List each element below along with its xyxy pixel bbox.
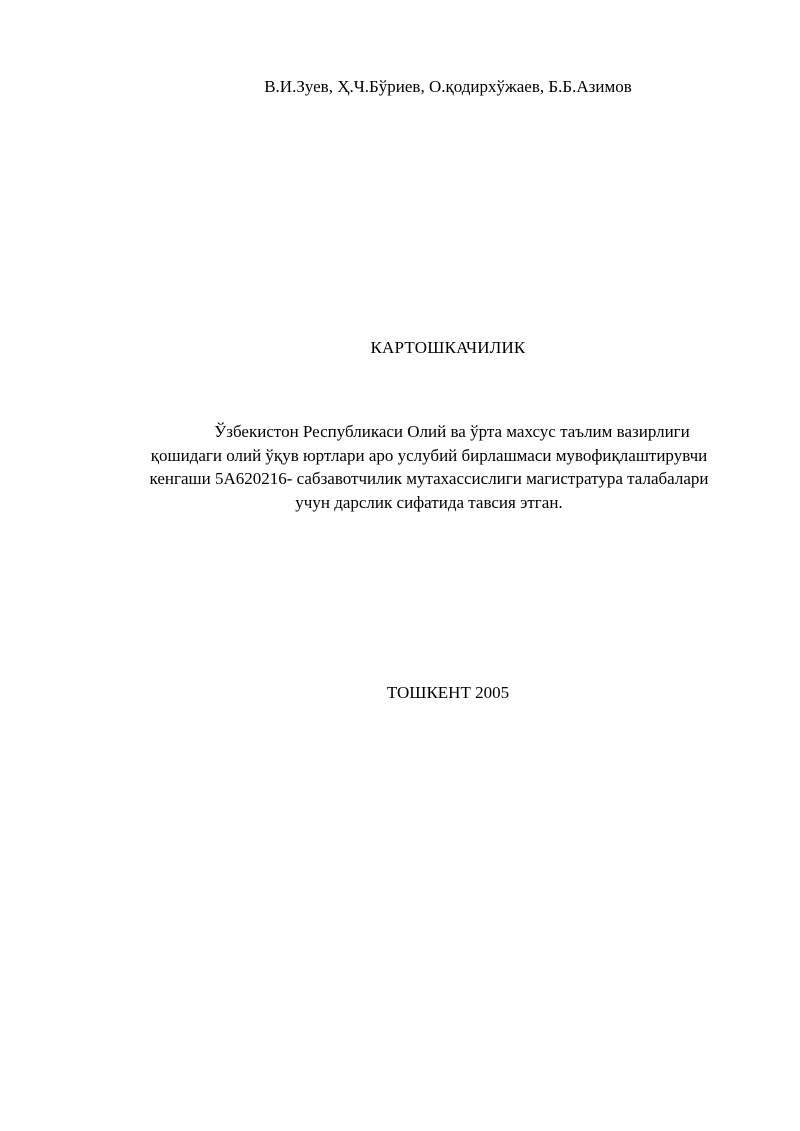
book-title: КАРТОШКАЧИЛИК — [370, 338, 526, 357]
city-year: ТОШКЕНТ 2005 — [386, 683, 510, 702]
approval-line-4: учун дарслик сифатида тавсия этган. — [295, 492, 563, 512]
approval-line-1: Ўзбекистон Республикаси Олий ва ўрта махсус таълим вазирлиги — [214, 422, 690, 441]
approval-statement — [118, 420, 740, 514]
authors-line: В.И.Зуев, Ҳ.Ч.Бўриев, О.қодирхўжаев, Б.Б.Азимов — [264, 77, 632, 96]
approval-line-3: кенгаши 5А620216- сабзавотчилик мутахассислиги магистратура талабалари — [149, 469, 709, 488]
approval-line-2: қошидаги олий ўқув юртлари аро услубий бирлашмаси мувофиқлаштирувчи — [150, 445, 708, 465]
